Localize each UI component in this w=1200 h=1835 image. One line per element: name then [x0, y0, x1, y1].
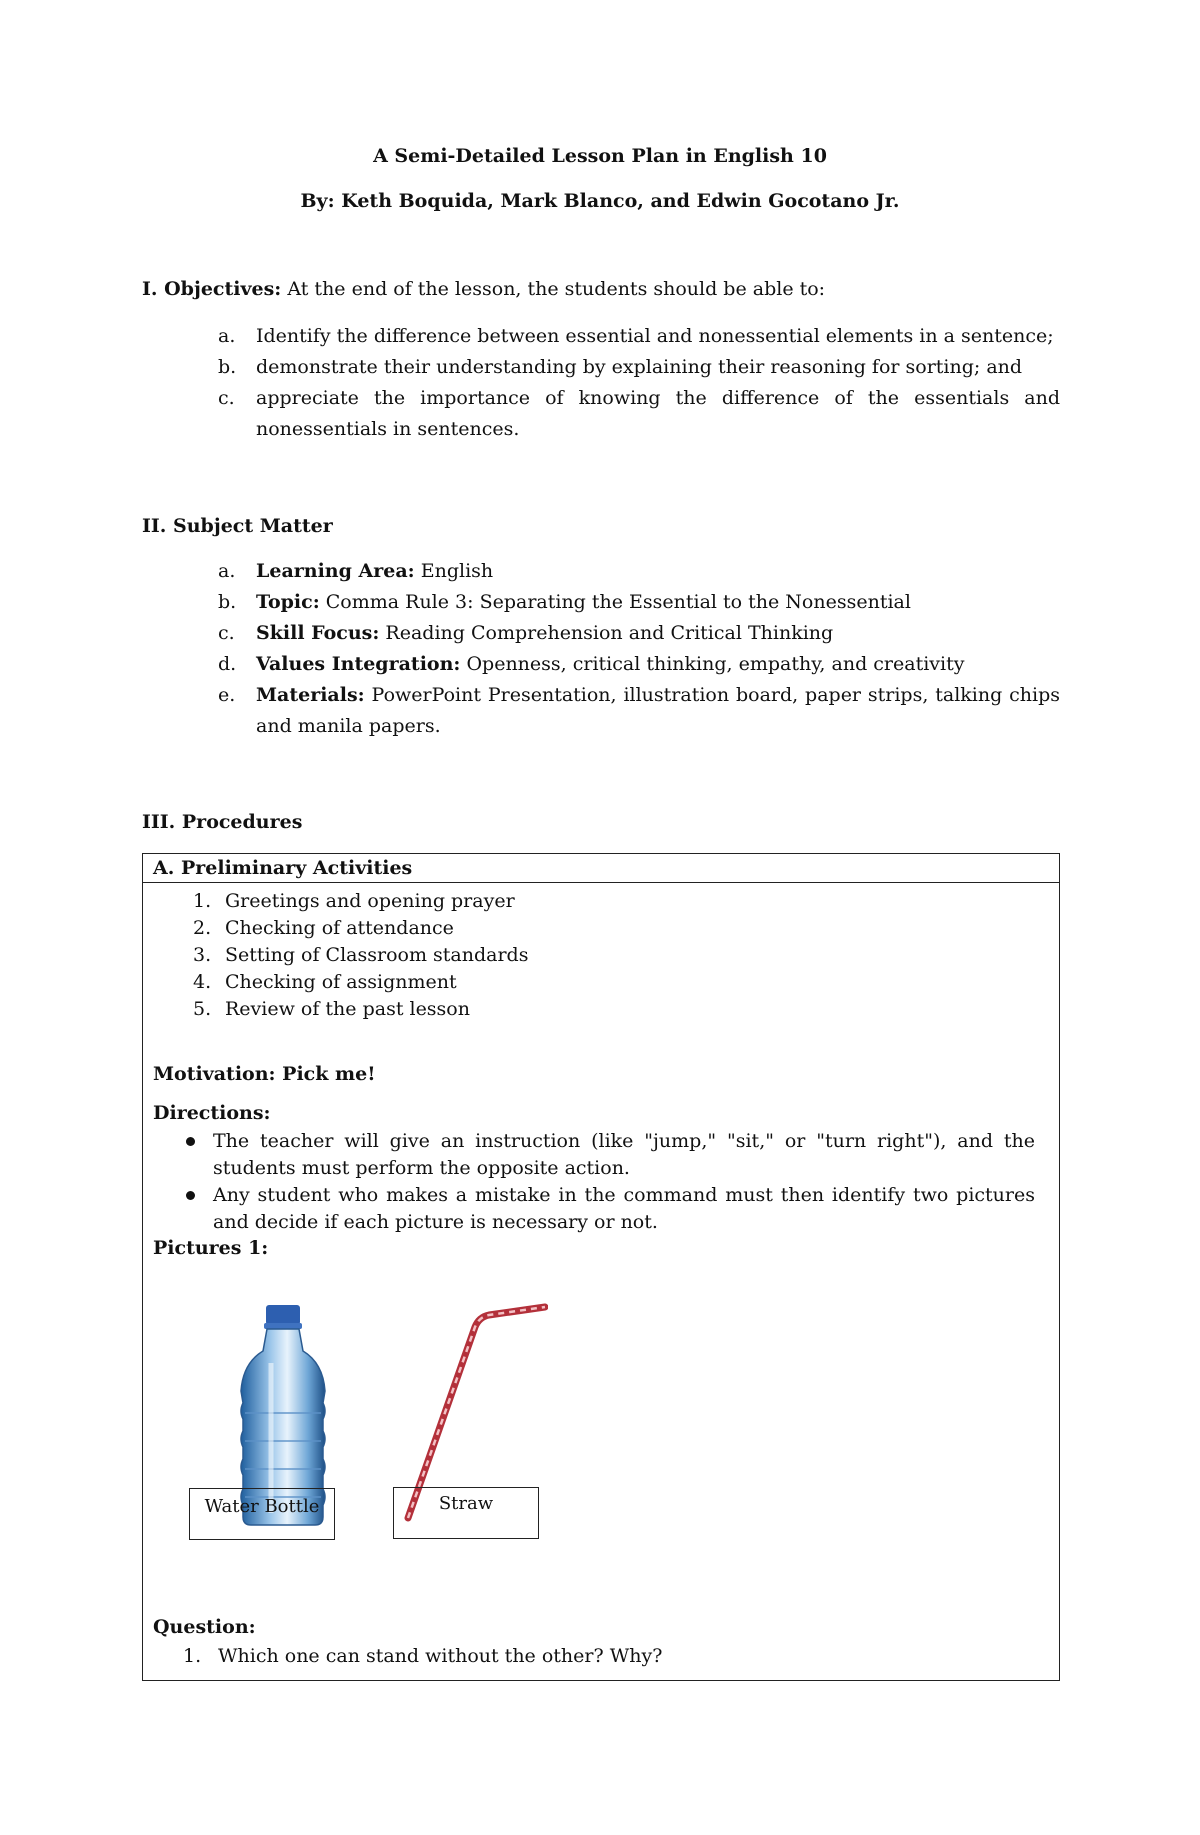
- bullet-icon: [186, 1191, 195, 1200]
- straw-caption: Straw: [393, 1487, 539, 1539]
- objectives-heading: I. Objectives:: [142, 278, 282, 300]
- direction-item: The teacher will give an instruction (like "jump," "sit," or "turn right"), and the students must perform the opposite action.: [183, 1128, 1035, 1182]
- motivation-label: Motivation: Pick me!: [153, 1063, 376, 1085]
- subject-item: b. Topic: Comma Rule 3: Separating the Essential to the Nonessential: [218, 591, 911, 613]
- direction-item: Any student who makes a mistake in the command must then identify two pictures and decide if each picture is necessary or not.: [183, 1182, 1035, 1236]
- directions-list: [183, 1128, 1035, 1236]
- objective-item: a. Identify the difference between essential and nonessential elements in a sentence;: [218, 325, 1054, 347]
- preliminary-steps-list: [193, 888, 528, 1023]
- table-header: A. Preliminary Activities: [143, 854, 1059, 883]
- procedures-table: [142, 853, 1060, 1681]
- objectives-list: [218, 321, 1060, 445]
- subject-item: c. Skill Focus: Reading Comprehension and Critical Thinking: [218, 622, 834, 644]
- objectives-line: [142, 278, 825, 300]
- subject-matter-list: [218, 556, 1060, 742]
- list-item: 4. Checking of assignment: [193, 971, 457, 993]
- subject-matter-heading: II. Subject Matter: [142, 515, 333, 537]
- objectives-intro: At the end of the lesson, the students should be able to:: [281, 278, 826, 300]
- list-item: 1. Greetings and opening prayer: [193, 890, 515, 912]
- objective-item: c. appreciate the importance of knowing the difference of the essentials and nonessentials in sentences.: [218, 387, 1060, 440]
- pictures-label: Pictures 1:: [153, 1237, 269, 1259]
- directions-label: Directions:: [153, 1102, 271, 1124]
- subject-item: a. Learning Area: English: [218, 560, 494, 582]
- list-item: 3. Setting of Classroom standards: [193, 944, 529, 966]
- list-item: 5. Review of the past lesson: [193, 998, 470, 1020]
- procedures-heading: III. Procedures: [142, 811, 303, 833]
- document-title: A Semi-Detailed Lesson Plan in English 10: [373, 145, 827, 167]
- question-label: Question:: [153, 1616, 256, 1638]
- subject-item: e. Materials: PowerPoint Presentation, illustration board, paper strips, talking chips and manila papers.: [218, 684, 1060, 737]
- question-item: 1. Which one can stand without the other? Why?: [183, 1645, 663, 1667]
- objective-item: b. demonstrate their understanding by explaining their reasoning for sorting; and: [218, 356, 1023, 378]
- document-authors: By: Keth Boquida, Mark Blanco, and Edwin Gocotano Jr.: [300, 190, 900, 212]
- bullet-icon: [186, 1137, 195, 1146]
- questions-list: [183, 1643, 662, 1670]
- subject-item: d. Values Integration: Openness, critical thinking, empathy, and creativity: [218, 653, 965, 675]
- list-item: 2. Checking of attendance: [193, 917, 454, 939]
- water-bottle-caption: Water Bottle: [189, 1488, 335, 1540]
- table-body: [143, 883, 1059, 1680]
